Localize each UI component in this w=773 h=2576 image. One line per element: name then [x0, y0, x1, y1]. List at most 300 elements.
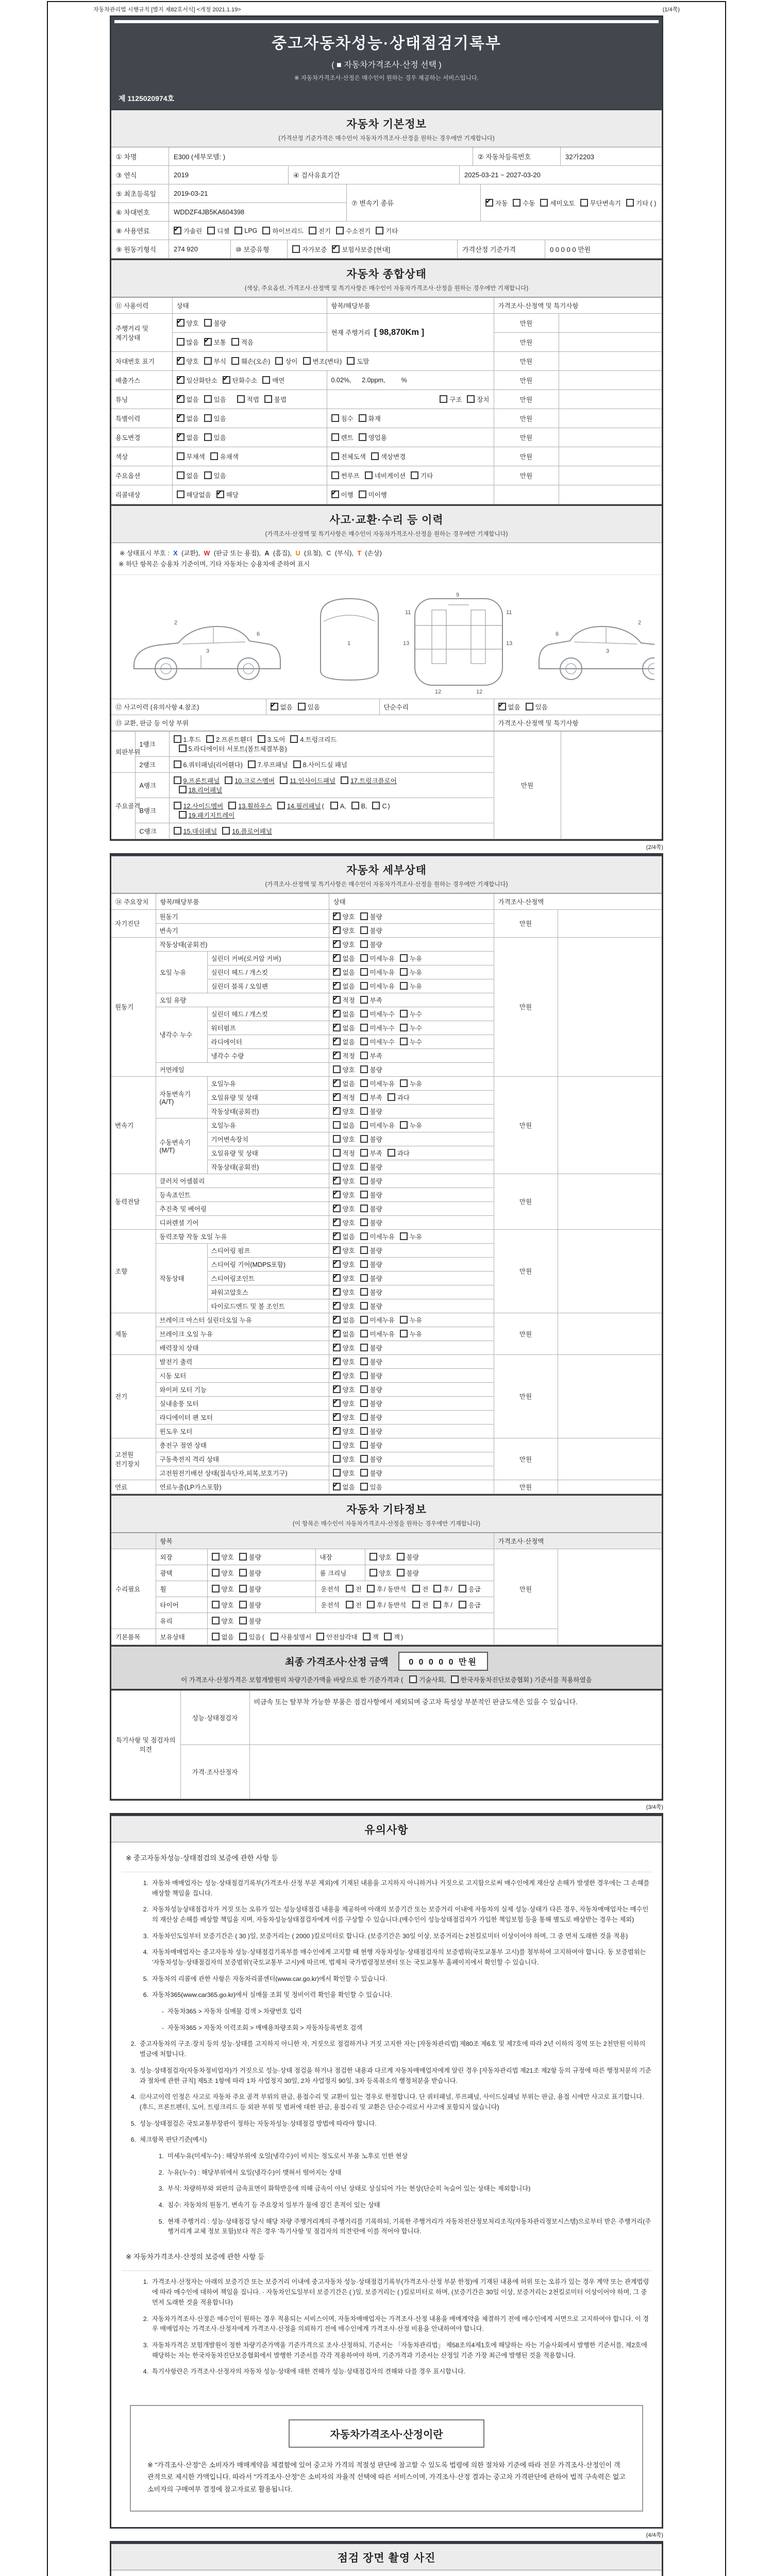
checkbox[interactable]: [359, 414, 366, 422]
checkbox[interactable]: [177, 471, 184, 479]
checkbox[interactable]: [237, 395, 245, 403]
accident-history-checks[interactable]: [266, 699, 379, 715]
checkbox[interactable]: [360, 1246, 368, 1254]
state-cell[interactable]: [329, 1160, 494, 1174]
checkbox[interactable]: [360, 954, 368, 962]
checkbox[interactable]: [459, 1601, 466, 1608]
room-cleaning-label: 룸 크리닝: [315, 1565, 365, 1581]
mileage-checks-1[interactable]: [172, 314, 327, 333]
state-cell[interactable]: [329, 909, 494, 923]
checkbox-checked[interactable]: [333, 926, 341, 934]
checkbox[interactable]: [526, 703, 533, 710]
checkbox[interactable]: [360, 1274, 368, 1282]
checkbox[interactable]: [360, 1399, 368, 1407]
checkbox[interactable]: [400, 982, 408, 990]
checkbox[interactable]: [330, 802, 338, 809]
checkbox-checked[interactable]: [216, 490, 224, 498]
checkbox[interactable]: [231, 338, 239, 346]
state-cell[interactable]: [329, 965, 494, 979]
state-cell[interactable]: [329, 1396, 494, 1410]
checkbox[interactable]: [360, 1469, 368, 1477]
checkbox-checked[interactable]: [333, 1358, 341, 1365]
checkbox[interactable]: [292, 245, 300, 253]
state-cell[interactable]: [329, 1174, 494, 1188]
state-cell[interactable]: [329, 1410, 494, 1424]
checkbox[interactable]: [359, 490, 366, 498]
rankC-checks[interactable]: [169, 823, 494, 839]
checkbox-checked[interactable]: [333, 1427, 341, 1435]
checkbox[interactable]: [258, 735, 265, 743]
state-cell[interactable]: [329, 937, 494, 951]
checkbox[interactable]: [212, 1601, 220, 1608]
checkbox-checked[interactable]: [333, 1399, 341, 1407]
checkbox[interactable]: [346, 1585, 354, 1592]
checkbox[interactable]: [179, 744, 187, 752]
checkbox[interactable]: [360, 1330, 368, 1337]
state-cell[interactable]: [329, 1368, 494, 1382]
checkbox-checked[interactable]: [333, 1483, 341, 1490]
color-checks-2[interactable]: [327, 447, 494, 466]
state-cell[interactable]: [329, 1299, 494, 1313]
checkbox[interactable]: [400, 1316, 408, 1324]
checkbox[interactable]: [204, 357, 212, 365]
checkbox[interactable]: [333, 1163, 341, 1171]
options-checks[interactable]: [172, 466, 327, 485]
checkbox-label: 있음: [213, 415, 226, 422]
checkbox[interactable]: [204, 395, 212, 403]
checkbox[interactable]: [346, 1601, 354, 1608]
checkbox-checked[interactable]: [333, 1024, 341, 1031]
checkbox[interactable]: [372, 802, 380, 809]
checkbox[interactable]: [360, 1371, 368, 1379]
rankB-checks[interactable]: [169, 798, 494, 823]
checkbox-checked[interactable]: [333, 996, 341, 1004]
checkbox[interactable]: [174, 827, 181, 835]
tuning-checks[interactable]: [172, 390, 327, 409]
checkbox[interactable]: [360, 1441, 368, 1449]
checkbox[interactable]: [360, 1302, 368, 1310]
checkbox-checked[interactable]: [333, 1010, 341, 1018]
checkbox-checked[interactable]: [333, 1205, 341, 1212]
checkbox[interactable]: [347, 357, 355, 365]
usage-change-checks[interactable]: [172, 428, 327, 447]
checkbox-checked[interactable]: [333, 968, 341, 976]
basic-items-label: 기본품목: [111, 1629, 156, 1645]
checkbox-checked[interactable]: [333, 1260, 341, 1268]
checkbox[interactable]: [360, 1121, 368, 1129]
checkbox[interactable]: [234, 227, 242, 234]
state-cell[interactable]: [329, 1313, 494, 1327]
checkbox-checked[interactable]: [177, 357, 184, 365]
checkbox[interactable]: [360, 1385, 368, 1393]
checkbox[interactable]: [277, 802, 285, 809]
checkbox[interactable]: [207, 227, 215, 234]
checkbox[interactable]: [222, 827, 230, 835]
checkbox-checked[interactable]: [333, 1302, 341, 1310]
checkbox[interactable]: [204, 319, 212, 327]
checkbox[interactable]: [239, 1601, 247, 1608]
checkbox[interactable]: [239, 1633, 247, 1640]
checkbox[interactable]: [360, 1038, 368, 1045]
checkbox[interactable]: [341, 776, 348, 784]
state-cell[interactable]: [329, 1048, 494, 1062]
checkbox[interactable]: [359, 433, 366, 441]
vin-mark-checks[interactable]: [172, 352, 494, 371]
checkbox-checked[interactable]: [177, 414, 184, 422]
checkbox-checked[interactable]: [333, 1316, 341, 1324]
checkbox[interactable]: [367, 1585, 375, 1592]
checkbox[interactable]: [333, 1121, 341, 1129]
checkbox[interactable]: [400, 1079, 408, 1087]
rankA-checks[interactable]: [169, 772, 494, 798]
wheel-position-checks[interactable]: [315, 1581, 494, 1597]
checkbox-checked[interactable]: [333, 1413, 341, 1421]
checkbox[interactable]: [397, 1569, 405, 1577]
checkbox-checked[interactable]: [177, 319, 184, 327]
checkbox[interactable]: [360, 1024, 368, 1031]
checkbox[interactable]: [333, 1441, 341, 1449]
checkbox[interactable]: [400, 1330, 408, 1337]
state-cell[interactable]: [329, 1327, 494, 1341]
state-cell[interactable]: [329, 1076, 494, 1090]
checkbox-checked[interactable]: [331, 490, 339, 498]
checkbox[interactable]: [360, 1177, 368, 1184]
checkbox[interactable]: [360, 1344, 368, 1351]
checkbox[interactable]: [298, 703, 306, 710]
checkbox[interactable]: [400, 1121, 408, 1129]
warranty-checks[interactable]: [288, 240, 458, 258]
checkbox[interactable]: [513, 199, 520, 207]
checkbox[interactable]: [174, 760, 181, 768]
checkbox[interactable]: [225, 776, 232, 784]
checkbox-checked[interactable]: [177, 395, 184, 403]
checkbox[interactable]: [459, 1585, 466, 1592]
checkbox[interactable]: [360, 1232, 368, 1240]
checkbox-checked[interactable]: [333, 912, 341, 920]
checkbox[interactable]: [336, 227, 344, 234]
checkbox[interactable]: [333, 1455, 341, 1463]
checkbox[interactable]: [360, 968, 368, 976]
checkbox[interactable]: [412, 1585, 420, 1592]
checkbox-checked[interactable]: [333, 1232, 341, 1240]
checkbox[interactable]: [212, 1585, 220, 1592]
mileage-checks-2[interactable]: [172, 333, 327, 352]
state-cell[interactable]: [329, 1118, 494, 1132]
state-cell[interactable]: [329, 1466, 494, 1480]
hold-status-checks[interactable]: [207, 1629, 494, 1645]
checkbox[interactable]: [303, 357, 311, 365]
checkbox[interactable]: [179, 811, 187, 819]
checkbox[interactable]: [206, 735, 214, 743]
checkbox-checked[interactable]: [333, 1246, 341, 1254]
checkbox-checked[interactable]: [333, 1218, 341, 1226]
options-checks-2[interactable]: [327, 466, 494, 485]
checkbox-checked[interactable]: [332, 245, 340, 253]
polish-checks[interactable]: [207, 1565, 315, 1581]
checkbox[interactable]: [204, 433, 212, 441]
state-cell[interactable]: [329, 1035, 494, 1048]
checkbox[interactable]: [280, 776, 288, 784]
checkbox[interactable]: [360, 982, 368, 990]
checkbox-checked[interactable]: [333, 1107, 341, 1115]
state-cell[interactable]: [329, 1243, 494, 1257]
checkbox[interactable]: [360, 1483, 368, 1490]
checkbox[interactable]: [411, 471, 418, 479]
checkbox[interactable]: [360, 1093, 368, 1101]
checkbox[interactable]: [264, 395, 272, 403]
tire-position-checks[interactable]: [315, 1597, 494, 1613]
state-cell[interactable]: [329, 1341, 494, 1354]
checkbox[interactable]: [177, 452, 184, 460]
checkbox[interactable]: [360, 1191, 368, 1198]
checkbox[interactable]: [239, 1585, 247, 1592]
state-cell[interactable]: [329, 979, 494, 993]
checkbox[interactable]: [360, 1455, 368, 1463]
vin-label: ⑥ 차대번호: [111, 203, 169, 221]
state-cell[interactable]: [329, 1438, 494, 1452]
state-cell[interactable]: [329, 1285, 494, 1299]
checkbox[interactable]: [400, 968, 408, 976]
notice-item: [137, 1931, 651, 1942]
checkbox[interactable]: [331, 452, 339, 460]
checkbox[interactable]: [371, 452, 379, 460]
checkbox-checked[interactable]: [485, 199, 493, 207]
checkbox[interactable]: [271, 1633, 278, 1640]
state-cell[interactable]: [329, 1021, 494, 1035]
checkbox[interactable]: [433, 1585, 441, 1592]
checkbox[interactable]: [360, 1010, 368, 1018]
checkbox[interactable]: [177, 490, 184, 498]
state-cell[interactable]: [329, 1382, 494, 1396]
state-cell[interactable]: [329, 1354, 494, 1368]
checkbox-checked[interactable]: [498, 703, 506, 710]
checkbox[interactable]: [397, 1553, 405, 1561]
checkbox[interactable]: [360, 1260, 368, 1268]
checkbox-checked[interactable]: [333, 982, 341, 990]
note-cell: [558, 1076, 662, 1174]
checkbox[interactable]: [360, 1052, 368, 1059]
room-cleaning-checks[interactable]: [365, 1565, 494, 1581]
checkbox-checked[interactable]: [271, 703, 278, 710]
state-cell[interactable]: [329, 923, 494, 937]
checkbox[interactable]: [212, 1633, 220, 1640]
checkbox-checked[interactable]: [204, 338, 212, 346]
checkbox[interactable]: [433, 1601, 441, 1608]
checkbox-checked[interactable]: [333, 1288, 341, 1296]
checkbox[interactable]: [388, 1149, 395, 1157]
state-cell[interactable]: [329, 993, 494, 1007]
simple-repair-checks[interactable]: [494, 699, 662, 715]
checkbox[interactable]: [228, 802, 236, 809]
state-cell[interactable]: [329, 1007, 494, 1021]
checkbox[interactable]: [369, 1569, 377, 1577]
checkbox[interactable]: [400, 1232, 408, 1240]
checkbox[interactable]: [626, 199, 634, 207]
checkbox[interactable]: [293, 760, 301, 768]
checkbox-checked[interactable]: [333, 1052, 341, 1059]
checkbox-checked[interactable]: [333, 1191, 341, 1198]
checkbox[interactable]: [212, 1617, 220, 1624]
checkbox[interactable]: [360, 1135, 368, 1143]
checkbox-checked[interactable]: [333, 1079, 341, 1087]
tire-checks[interactable]: [207, 1597, 315, 1613]
checkbox[interactable]: [248, 760, 256, 768]
checkbox[interactable]: [360, 1065, 368, 1073]
checkbox[interactable]: [309, 227, 316, 234]
checkbox[interactable]: [316, 1633, 324, 1640]
checkbox[interactable]: [369, 1553, 377, 1561]
state-cell[interactable]: [329, 1062, 494, 1076]
state-cell[interactable]: [329, 1201, 494, 1215]
state-cell[interactable]: [329, 1452, 494, 1466]
checkbox[interactable]: [360, 1149, 368, 1157]
wheel-checks[interactable]: [207, 1581, 315, 1597]
special-history-checks[interactable]: [172, 409, 327, 428]
checkbox[interactable]: [262, 227, 270, 234]
recall-checks-2[interactable]: [327, 485, 494, 504]
usage-change-checks-2[interactable]: [327, 428, 494, 447]
checkbox[interactable]: [333, 1065, 341, 1073]
checkbox[interactable]: [360, 1205, 368, 1212]
checkbox[interactable]: [239, 1553, 247, 1561]
checkbox[interactable]: [360, 926, 368, 934]
checkbox[interactable]: [174, 735, 181, 743]
checkbox[interactable]: [177, 338, 184, 346]
checkbox-checked[interactable]: [177, 433, 184, 441]
checkbox[interactable]: [384, 1633, 392, 1640]
checkbox-checked[interactable]: [333, 1385, 341, 1393]
checkbox[interactable]: [451, 1675, 459, 1683]
state-cell[interactable]: [329, 1090, 494, 1104]
exterior-checks[interactable]: [207, 1549, 315, 1565]
checkbox[interactable]: [409, 1675, 417, 1683]
transmission-checks[interactable]: [481, 184, 662, 221]
checkbox-checked[interactable]: [174, 227, 181, 234]
checkbox[interactable]: [400, 1010, 408, 1018]
state-cell[interactable]: [329, 1146, 494, 1160]
checkbox[interactable]: [360, 996, 368, 1004]
checkbox[interactable]: [360, 912, 368, 920]
checkbox[interactable]: [360, 1413, 368, 1421]
checkbox[interactable]: [204, 414, 212, 422]
checkbox[interactable]: [467, 395, 475, 403]
car-underbody-view: [415, 599, 502, 685]
state-cell[interactable]: [329, 1215, 494, 1229]
checkbox-checked[interactable]: [333, 1177, 341, 1184]
state-cell[interactable]: [329, 951, 494, 965]
checkbox[interactable]: [360, 1079, 368, 1087]
checkbox-checked[interactable]: [333, 1344, 341, 1351]
checkbox[interactable]: [363, 1633, 371, 1640]
reg-no-label: ② 자동차등록번호: [473, 147, 561, 165]
checkbox-checked[interactable]: [333, 1371, 341, 1379]
emission-checks[interactable]: [172, 371, 327, 390]
checkbox-checked[interactable]: [333, 1330, 341, 1337]
checkbox[interactable]: [400, 954, 408, 962]
checkbox[interactable]: [360, 1218, 368, 1226]
checkbox-checked[interactable]: [333, 1038, 341, 1045]
checkbox[interactable]: [333, 1149, 341, 1157]
state-cell[interactable]: [329, 1229, 494, 1243]
checkbox[interactable]: [174, 776, 181, 784]
checkbox[interactable]: [360, 1427, 368, 1435]
checkbox[interactable]: [331, 433, 339, 441]
checkbox[interactable]: [580, 199, 588, 207]
recall-checks[interactable]: [172, 485, 327, 504]
price-cell: 만원: [494, 1174, 558, 1229]
tuning-checks-2[interactable]: [327, 390, 494, 409]
state-cell[interactable]: [329, 1480, 494, 1494]
checkbox[interactable]: [231, 357, 239, 365]
checkbox-checked[interactable]: [333, 940, 341, 948]
checkbox[interactable]: [360, 1288, 368, 1296]
checkbox[interactable]: [239, 1617, 247, 1624]
state-cell[interactable]: [329, 1132, 494, 1146]
checkbox[interactable]: [351, 802, 359, 809]
checkbox[interactable]: [290, 735, 298, 743]
checkbox[interactable]: [333, 1135, 341, 1143]
checkbox[interactable]: [360, 1358, 368, 1365]
state-cell[interactable]: [329, 1424, 494, 1438]
checkbox-checked[interactable]: [177, 376, 184, 384]
checkbox[interactable]: [179, 786, 187, 793]
price-cell: 만원: [494, 1480, 558, 1494]
checkbox[interactable]: [210, 452, 218, 460]
checkbox[interactable]: [262, 376, 270, 384]
state-cell[interactable]: [329, 1271, 494, 1285]
checkbox[interactable]: [365, 471, 373, 479]
checkbox[interactable]: [412, 1601, 420, 1608]
checkbox[interactable]: [376, 227, 383, 234]
checkbox-checked[interactable]: [333, 954, 341, 962]
checkbox[interactable]: [333, 1469, 341, 1477]
fuel-checks[interactable]: [169, 222, 662, 240]
state-cell[interactable]: [329, 1104, 494, 1118]
checkbox[interactable]: [400, 1024, 408, 1031]
interior-checks[interactable]: [365, 1549, 494, 1565]
color-checks[interactable]: [172, 447, 327, 466]
state-cell[interactable]: [329, 1257, 494, 1271]
checkbox[interactable]: [331, 471, 339, 479]
checkbox[interactable]: [360, 1163, 368, 1171]
checkbox[interactable]: [360, 940, 368, 948]
checkbox[interactable]: [204, 471, 212, 479]
checkbox[interactable]: [174, 802, 181, 809]
checkbox[interactable]: [360, 1316, 368, 1324]
checkbox[interactable]: [275, 357, 283, 365]
glass-checks[interactable]: [207, 1613, 494, 1629]
checkbox[interactable]: [331, 414, 339, 422]
checkbox[interactable]: [367, 1601, 375, 1608]
checkbox-checked[interactable]: [223, 376, 230, 384]
checkbox[interactable]: [360, 1107, 368, 1115]
checkbox[interactable]: [212, 1553, 220, 1561]
checkbox[interactable]: [212, 1569, 220, 1577]
state-cell[interactable]: [329, 1188, 494, 1201]
rank1-checks[interactable]: [169, 731, 494, 756]
checkbox-checked[interactable]: [333, 1274, 341, 1282]
checkbox[interactable]: [400, 1038, 408, 1045]
checkbox[interactable]: [540, 199, 548, 207]
checkbox[interactable]: [440, 395, 447, 403]
mileage-value: [ 98,870Km ]: [374, 328, 425, 337]
checkbox[interactable]: [239, 1569, 247, 1577]
checkbox-checked[interactable]: [333, 1093, 341, 1101]
checkbox[interactable]: [388, 1093, 395, 1101]
rank2-checks[interactable]: [169, 756, 494, 772]
table-row: [111, 1549, 662, 1565]
special-history-checks-2[interactable]: [327, 409, 494, 428]
